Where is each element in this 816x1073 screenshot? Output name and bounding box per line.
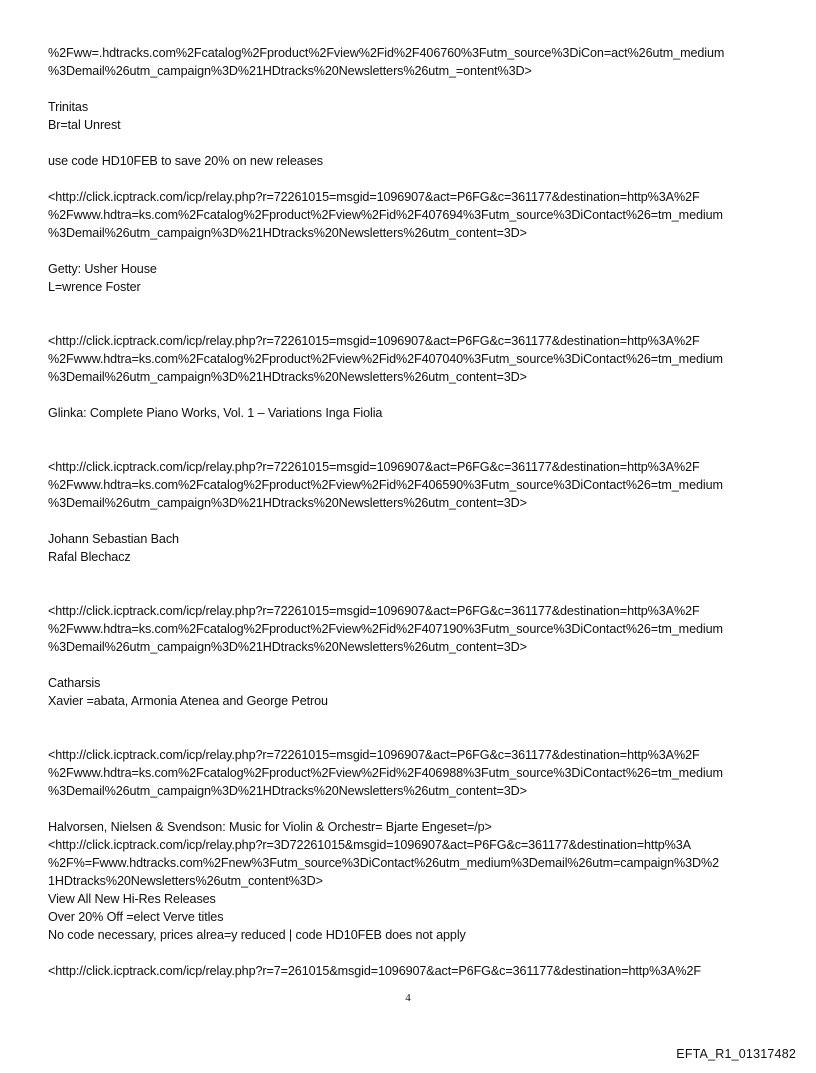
link-line: 1HDtracks%20Newsletters%26utm_content%3D> (48, 874, 323, 888)
blank-line (48, 512, 778, 530)
blank-line (48, 584, 778, 602)
link-line: %3Demail%26utm_campaign%3D%21HDtracks%20Newsletters%26utm_content=3D> (48, 640, 527, 654)
blank-line (48, 566, 778, 584)
link-line: %2Fwww.hdtra=ks.com%2Fcatalog%2Fproduct%2Fview%2Fid%2F407694%3Futm_source%3DiContact%26=tm_medium (48, 208, 723, 222)
album-title: Trinitas (48, 100, 89, 114)
promo-heading: View All New Hi-Res Releases (48, 892, 216, 906)
album-title: Glinka: Complete Piano Works, Vol. 1 – Variations Inga Fiolia (48, 406, 383, 420)
link-line: <http://click.icptrack.com/icp/relay.php?r=72261015=msgid=1096907&act=P6FG&c=361177&destination=http%3A%2F (48, 190, 700, 204)
album-artist: Rafal Blechacz (48, 550, 131, 564)
link-line: %3Demail%26utm_campaign%3D%21HDtracks%20Newsletters%26utm_content=3D> (48, 496, 527, 510)
link-line: <http://click.icptrack.com/icp/relay.php?r=72261015=msgid=1096907&act=P6FG&c=361177&destination=http%3A%2F (48, 334, 700, 348)
link-line: <http://click.icptrack.com/icp/relay.php?r=7=261015&msgid=1096907&act=P6FG&c=361177&destination=http%3A%2F (48, 964, 701, 978)
blank-line (48, 134, 778, 152)
album-title: Catharsis (48, 676, 101, 690)
promo-text: No code necessary, prices alrea=y reduced | code HD10FEB does not apply (48, 928, 466, 942)
link-line: %3Demail%26utm_campaign%3D%21HDtracks%20Newsletters%26utm_content=3D> (48, 226, 527, 240)
link-line: %3Demail%26utm_campaign%3D%21HDtracks%20Newsletters%26utm_content=3D> (48, 784, 527, 798)
promo-text: use code HD10FEB to save 20% on new releases (48, 154, 323, 168)
blank-line (48, 314, 778, 332)
blank-line (48, 944, 778, 962)
blank-line (48, 170, 778, 188)
text-line: %2Fww=.hdtracks.com%2Fcatalog%2Fproduct%2Fview%2Fid%2F406760%3Futm_source%3DiCon=act%26utm_medium (48, 46, 725, 60)
page-number: 4 (405, 992, 411, 1004)
document-id-stamp: EFTA_R1_01317482 (676, 1047, 796, 1061)
link-line: %2Fwww.hdtra=ks.com%2Fcatalog%2Fproduct%2Fview%2Fid%2F407040%3Futm_source%3DiContact%26=tm_medium (48, 352, 723, 366)
blank-line (48, 656, 778, 674)
promo-text: Over 20% Off =elect Verve titles (48, 910, 224, 924)
blank-line (48, 710, 778, 728)
album-artist: Xavier =abata, Armonia Atenea and George Petrou (48, 694, 328, 708)
blank-line (48, 728, 778, 746)
link-line: <http://click.icptrack.com/icp/relay.php?r=72261015=msgid=1096907&act=P6FG&c=361177&destination=http%3A%2F (48, 604, 700, 618)
album-artist: Br=tal Unrest (48, 118, 121, 132)
link-line: <http://click.icptrack.com/icp/relay.php?r=3D72261015&msgid=1096907&act=P6FG&c=361177&destination=http%3A (48, 838, 691, 852)
link-line: <http://click.icptrack.com/icp/relay.php?r=72261015=msgid=1096907&act=P6FG&c=361177&destination=http%3A%2F (48, 460, 700, 474)
blank-line (48, 800, 778, 818)
text-line: %3Demail%26utm_campaign%3D%21HDtracks%20Newsletters%26utm_=ontent%3D> (48, 64, 532, 78)
blank-line (48, 440, 778, 458)
link-line: %2Fwww.hdtra=ks.com%2Fcatalog%2Fproduct%2Fview%2Fid%2F406590%3Futm_source%3DiContact%26=tm_medium (48, 478, 723, 492)
link-line: %2F%=Fwww.hdtracks.com%2Fnew%3Futm_source%3DiContact%26utm_medium%3Demail%26utm=campaign%3D%2 (48, 856, 720, 870)
blank-line (48, 386, 778, 404)
blank-line (48, 296, 778, 314)
link-line: <http://click.icptrack.com/icp/relay.php?r=72261015=msgid=1096907&act=P6FG&c=361177&destination=http%3A%2F (48, 748, 700, 762)
blank-line (48, 242, 778, 260)
album-title: Halvorsen, Nielsen & Svendson: Music for Violin & Orchestr= Bjarte Engeset=/p> (48, 820, 492, 834)
blank-line (48, 80, 778, 98)
link-line: %2Fwww.hdtra=ks.com%2Fcatalog%2Fproduct%2Fview%2Fid%2F406988%3Futm_source%3DiContact%26=tm_medium (48, 766, 723, 780)
album-title: Getty: Usher House (48, 262, 157, 276)
blank-line (48, 422, 778, 440)
document-body (48, 44, 778, 980)
link-line: %2Fwww.hdtra=ks.com%2Fcatalog%2Fproduct%2Fview%2Fid%2F407190%3Futm_source%3DiContact%26=tm_medium (48, 622, 723, 636)
link-line: %3Demail%26utm_campaign%3D%21HDtracks%20Newsletters%26utm_content=3D> (48, 370, 527, 384)
album-title: Johann Sebastian Bach (48, 532, 179, 546)
album-artist: L=wrence Foster (48, 280, 141, 294)
